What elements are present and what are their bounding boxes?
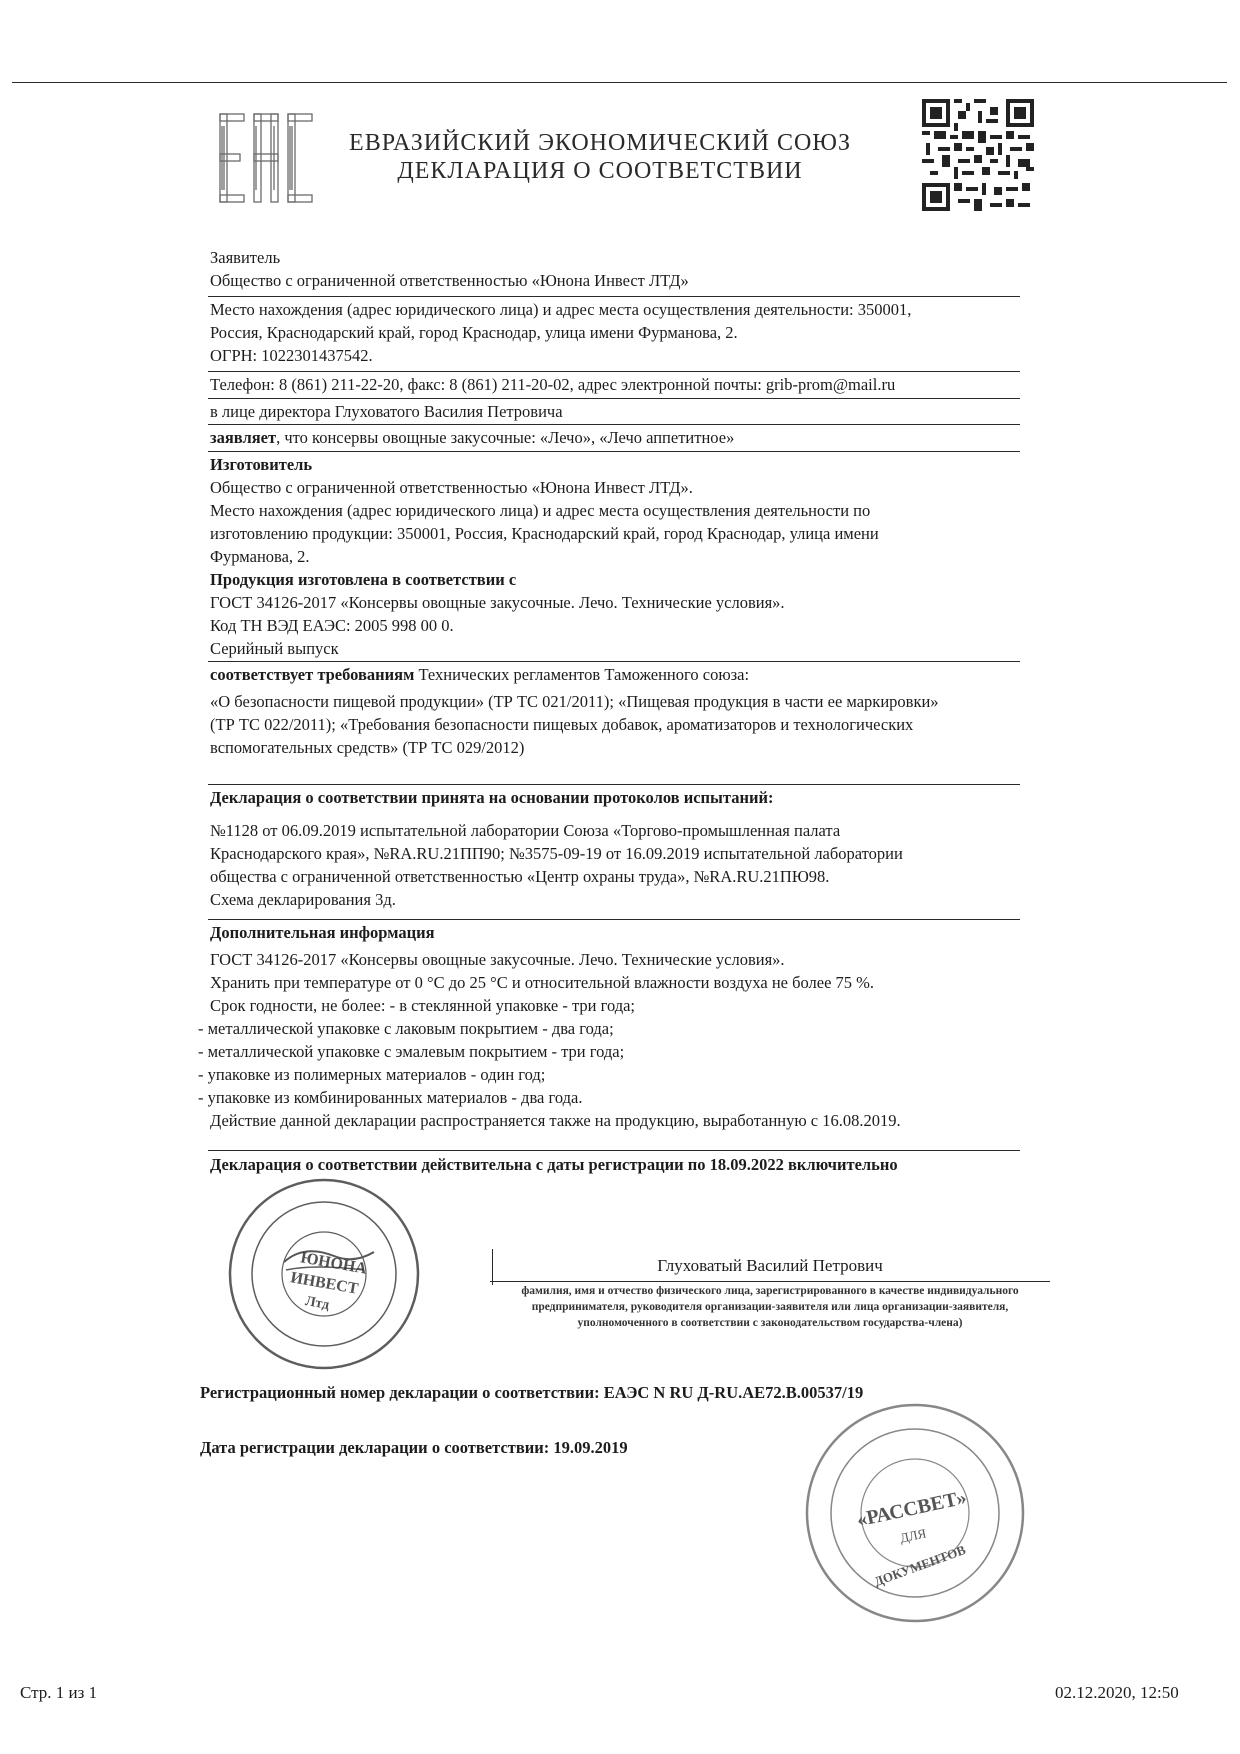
union-title: ЕВРАЗИЙСКИЙ ЭКОНОМИЧЕСКИЙ СОЮЗ (349, 130, 851, 156)
manufacturer-address-3: Фурманова, 2. (210, 547, 310, 566)
divider (208, 424, 1020, 425)
applicant-name: Общество с ограниченной ответственностью «Юнона Инвест ЛТД» (210, 271, 689, 290)
additional-line-3: Срок годности, не более: - в стеклянной упаковке - три года; (210, 996, 636, 1015)
additional-line-4: - металлической упаковке с лаковым покрытием - два года; (198, 1019, 614, 1038)
manufacturer-heading: Изготовитель (210, 455, 313, 474)
additional-line-7: - упаковке из комбинированных материалов - два года. (198, 1088, 583, 1107)
applicant-contacts-block (210, 373, 1040, 396)
declares-verb: заявляет (210, 428, 277, 447)
additional-block (198, 921, 1040, 1132)
declaration-body (210, 246, 1040, 292)
eac-logo-graphic (218, 110, 316, 206)
signatory-block (490, 1256, 1050, 1276)
compliance-block (210, 663, 1040, 759)
production-heading: Продукция изготовлена в соответствии с (210, 570, 517, 589)
production-series: Серийный выпуск (210, 639, 339, 658)
compliance-heading-bold: соответствует требованиям (210, 665, 415, 684)
signatory-caption (490, 1283, 1050, 1331)
additional-line-2: Хранить при температуре от 0 °С до 25 °С и относительной влажности воздуха не более 75 %. (210, 973, 875, 992)
registration-number: Регистрационный номер декларации о соответствии: ЕАЭС N RU Д-RU.АЕ72.В.00537/19 (200, 1383, 864, 1402)
print-timestamp: 02.12.2020, 12:50 (1055, 1683, 1179, 1702)
basis-scheme: Схема декларирования 3д. (210, 890, 396, 909)
signatory-name: Глуховатый Василий Петрович (657, 1256, 883, 1275)
manufacturer-name: Общество с ограниченной ответственностью «Юнона Инвест ЛТД». (210, 478, 693, 497)
manufacturer-address-1: Место нахождения (адрес юридического лица) и адрес места осуществления деятельности по (210, 501, 871, 520)
divider (208, 661, 1020, 662)
manufacturer-address-2: изготовлению продукции: 350001, Россия, Краснодарский край, город Краснодар, улица имени (210, 524, 879, 543)
declares-product: , что консервы овощные закусочные: «Лечо», «Лечо аппетитное» (276, 428, 735, 447)
compliance-heading (210, 663, 1040, 686)
basis-line-1: №1128 от 06.09.2019 испытательной лаборатории Союза «Торгово-промышленная палата (210, 821, 841, 840)
declares-statement (210, 426, 1040, 449)
copy-seal-documents: ДОКУМЕНТОВ (872, 1542, 968, 1590)
compliance-heading-rest: Технических регламентов Таможенного союза: (414, 665, 750, 684)
applicant-heading: Заявитель (210, 248, 281, 267)
qr-code (922, 98, 1034, 212)
divider (208, 296, 1020, 297)
compliance-line-1: «О безопасности пищевой продукции» (ТР ТС 021/2011); «Пищевая продукция в части ее маркировки» (210, 692, 939, 711)
validity-block (210, 1153, 1040, 1176)
additional-line-5: - металлической упаковке с эмалевым покрытием - три года; (198, 1042, 625, 1061)
production-standard: ГОСТ 34126-2017 «Консервы овощные закусочные. Лечо. Технические условия». (210, 593, 785, 612)
divider (208, 784, 1020, 785)
basis-line-3: общества с ограниченной ответственностью «Центр охраны труда», №RA.RU.21ПЮ98. (210, 867, 830, 886)
production-code: Код ТН ВЭД ЕАЭС: 2005 998 00 0. (210, 616, 454, 635)
additional-heading: Дополнительная информация (210, 923, 435, 942)
validity-statement: Декларация о соответствии действительна с даты регистрации по 18.09.2022 включительно (210, 1155, 898, 1174)
signatory-caption-1: фамилия, имя и отчество физического лица, зарегистрированного в качестве индивидуального (521, 1285, 1019, 1297)
applicant-contacts: Телефон: 8 (861) 211-22-20, факс: 8 (861) 211-20-02, адрес электронной почты: grib-prom@mail.ru (210, 375, 896, 394)
additional-line-1: ГОСТ 34126-2017 «Консервы овощные закусочные. Лечо. Технические условия». (210, 950, 785, 969)
compliance-line-2: (ТР ТС 022/2011); «Требования безопасности пищевых добавок, ароматизаторов и технологических (210, 715, 914, 734)
signatory-caption-3: уполномоченного в соответствии с законодательством государства-члена) (577, 1317, 963, 1329)
divider (208, 919, 1020, 920)
copy-seal-for: ДЛЯ (898, 1525, 928, 1546)
applicant-representative: в лице директора Глуховатого Василия Петровича (210, 402, 563, 421)
applicant-ogrn: ОГРН: 1022301437542. (210, 346, 373, 365)
additional-line-6: - упаковке из полимерных материалов - один год; (198, 1065, 546, 1084)
copy-seal-name: «РАССВЕТ» (854, 1486, 969, 1532)
signature-rule (490, 1281, 1050, 1282)
signatory-caption-2: предпринимателя, руководителя организации-заявителя или лица организации-заявителя, (531, 1301, 1009, 1313)
manufacturer-block (210, 453, 1040, 660)
divider (208, 1150, 1020, 1151)
divider (208, 398, 1020, 399)
divider (208, 371, 1020, 372)
divider (208, 451, 1020, 452)
declaration-title: ДЕКЛАРАЦИЯ О СООТВЕТСТВИИ (397, 158, 803, 184)
company-seal-name-2: ИНВЕСТ (289, 1269, 360, 1298)
additional-line-8: Действие данной декларации распространяется также на продукцию, выработанную с 16.08.2019. (210, 1111, 901, 1130)
basis-line-2: Краснодарского края», №RA.RU.21ПП90; №3575-09-19 от 16.09.2019 испытательной лаборатории (210, 844, 903, 863)
applicant-details (210, 298, 1040, 367)
page-number: Стр. 1 из 1 (20, 1683, 98, 1702)
registration-date: Дата регистрации декларации о соответствии: 19.09.2019 (200, 1438, 628, 1457)
compliance-line-3: вспомогательных средств» (ТР ТС 029/2012) (210, 738, 525, 757)
company-seal-name-3: Лтд (303, 1294, 331, 1313)
basis-heading: Декларация о соответствии принята на основании протоколов испытаний: (210, 788, 774, 807)
basis-block (210, 786, 1040, 911)
declares-block (210, 426, 1040, 449)
company-seal-name-1: ЮНОНА (299, 1249, 368, 1278)
applicant-address-1: Место нахождения (адрес юридического лица) и адрес места осуществления деятельности: 350001, (210, 300, 912, 319)
eac-logo (218, 110, 316, 211)
representative-block (210, 400, 1040, 423)
applicant-address-2: Россия, Краснодарский край, город Краснодар, улица имени Фурманова, 2. (210, 323, 738, 342)
top-rule (12, 82, 1227, 83)
